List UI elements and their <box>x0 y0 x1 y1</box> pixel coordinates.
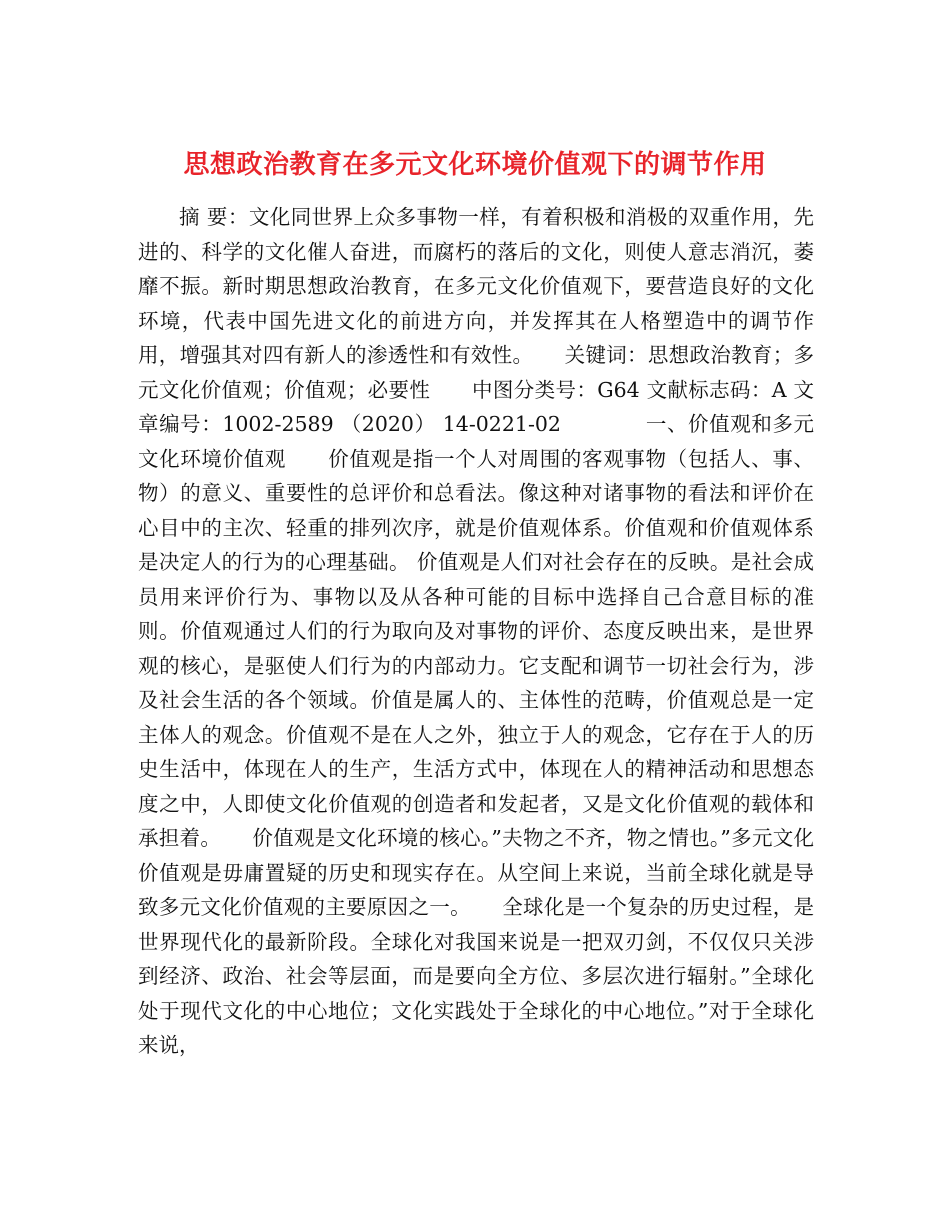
document-body: 摘 要：文化同世界上众多事物一样，有着积极和消极的双重作用，先进的、科学的文化催人奋进，而腐朽的落后的文化，则使人意志消沉，萎靡不振。新时期思想政治教育，在多元文化价值观下，要营造良好的文化环境，代表中国先进文化的前进方向，并发挥其在人格塑造中的调节作用，增强其对四有新人的渗透性和有效性。 关键词：思想政治教育；多元文化价值观；价值观；必要性 中图分类号：G64 文献标志码：A 文章编号：1002-2589 （2020） 14-0221-02 一、价值观和多元文化环境价值观 价值观是指一个人对周围的客观事物（包括人、事、物）的意义、重要性的总评价和总看法。像这种对诸事物的看法和评价在心目中的主次、轻重的排列次序，就是价值观体系。价值观和价值观体系是决定人的行为的心理基础。 价值观是人们对社会存在的反映。是社会成员用来评价行为、事物以及从各种可能的目标中选择自己合意目标的准则。价值观通过人们的行为取向及对事物的评价、态度反映出来，是世界观的核心，是驱使人们行为的内部动力。它支配和调节一切社会行为，涉及社会生活的各个领域。价值是属人的、主体性的范畴，价值观总是一定主体人的观念。价值观不是在人之外，独立于人的观念，它存在于人的历史生活中，体现在人的生产，生活方式中，体现在人的精神活动和思想态度之中，人即使文化价值观的创造者和发起者，又是文化价值观的载体和承担着。 价值观是文化环境的核心。”夫物之不齐，物之情也。”多元文化价值观是毋庸置疑的历史和现实存在。从空间上来说，当前全球化就是导致多元文化价值观的主要原因之一。 全球化是一个复杂的历史过程，是世界现代化的最新阶段。全球化对我国来说是一把双刃剑，不仅仅只关涉到经济、政治、社会等层面，而是要向全方位、多层次进行辐射。”全球化处于现代文化的中心地位；文化实践处于全球化的中心地位。”对于全球化来说， <box>138 205 814 1057</box>
document-title: 思想政治教育在多元文化环境价值观下的调节作用 <box>183 150 767 181</box>
